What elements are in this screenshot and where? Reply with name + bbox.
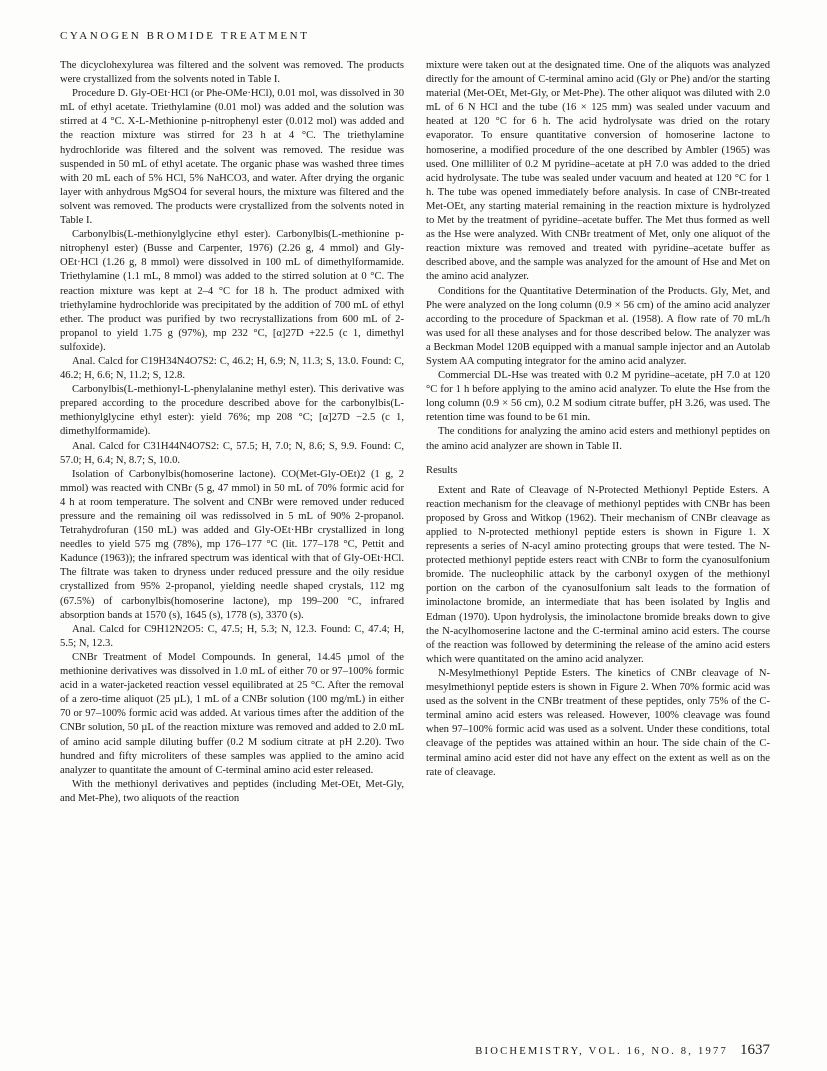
paragraph: mixture were taken out at the designated time. One of the aliquots was analyzed directly for the amount of C-terminal amino acid (Gly or Phe) and/or the starting material (Met-OEt, Met-Gly, or Met-Phe). The other aliquot was diluted with 2.0 mL of 6 N HCl and the tube (16 × 125 mm) was sealed under vacuum and heated at 120 °C for 6 h. The acid hydrolysate was dried on the rotary evaporator. To ensure quantitative conversion of homoserine lactone to homoserine, a modified procedure of the one described by Ambler (1965) was used. One milliliter of 0.2 M pyridine–acetate at pH 7.0 was added to the dried acid hydrolysate. The tube was sealed under vacuum and heated at 120 °C for 1 h. The tube was opened immediately before analysis. In case of CNBr-treated Met-OEt, any starting material remaining in the reaction mixture is hydrolyzed to Met by the treatment of pyridine–acetate buffer. The Met thus formed as well as the Hse were analyzed. With CNBr treatment of Met, only one aliquot of the reaction mixture was removed and treated with pyridine–acetate buffer as described above, and the sample was analyzed for the amount of Hse and Met on the amino acid analyzer. bbox=[426, 60, 770, 283]
paragraph: Commercial DL-Hse was treated with 0.2 M pyridine–acetate, pH 7.0 at 120 °C for 1 h before applying to the amino acid analyzer. To elute the Hse from the long column (0.9 × 56 cm), 0.2 M sodium citrate buffer, pH 3.26, was used. The retention time was found to be 61 min. bbox=[426, 370, 770, 424]
running-title: CYANOGEN BROMIDE TREATMENT bbox=[60, 30, 310, 42]
paragraph: CNBr Treatment of Model Compounds. In general, 14.45 µmol of the methionine derivatives was dissolved in 1.0 mL of either 70 or 97–100% formic acid in a water-jacketed reaction vessel equilibrated at 25 °C. After the removal of a zero-time aliquot (25 µL), 1 mL of a CNBr solution (100 mg/mL) in either 70 or 97–100% formic acid was added. At various times after the addition of the CNBr solution, 50 µL of the reaction mixture was removed and added to 2.0 mL of amino acid sample diluting buffer (0.2 M sodium citrate at pH 2.20). Two hundred and fifty microliters of these samples was applied to the amino acid analyzer to quantitate the amount of C-terminal amino acid ester released. bbox=[60, 651, 404, 776]
paragraph: With the methionyl derivatives and peptides (including Met-OEt, Met-Gly, and Met-Phe), two aliquots of the reaction bbox=[60, 778, 404, 804]
paragraph: Carbonylbis(L-methionyl-L-phenylalanine methyl ester). This derivative was prepared according to the procedure described above for the carbonylbis(L-methionylglycine ethyl ester): yield 76%; mp 208 °C; [α]27D −2.5 (c 1, dimethylformamide). bbox=[60, 384, 404, 438]
paragraph: Conditions for the Quantitative Determination of the Products. Gly, Met, and Phe were analyzed on the long column (0.9 × 56 cm) of the amino acid analyzer according to the procedure of Spackman et al. (1958). A flow rate of 70 mL/h was used for all these analyses and for those described below. The analyzer was a Beckman Model 120B equipped with a manual sample injector and an Autolab System AA computing integrator for the amino acid analyzer. bbox=[426, 285, 770, 367]
paragraph: N-Mesylmethionyl Peptide Esters. The kinetics of CNBr cleavage of N-mesylmethionyl peptide esters is shown in Figure 2. When 70% formic acid was used as the solvent in the CNBr treatment of these peptides, only 75% of the C-terminal amino acid esters was released. However, 100% cleavage was found when 97–100% formic acid was used as a solvent. Under these conditions, total cleavage of the peptides was attained within an hour. The side chain of the C-terminal amino acid ester did not have any effect on the extent as well as on the rate of cleavage. bbox=[426, 667, 770, 778]
left-column bbox=[60, 59, 404, 806]
paragraph: Anal. Calcd for C31H44N4O7S2: C, 57.5; H, 7.0; N, 8.6; S, 9.9. Found: C, 57.0; H, 6.4; N, 8.7; S, 10.0. bbox=[60, 440, 404, 466]
page-number: 1637 bbox=[740, 1042, 770, 1058]
page-footer bbox=[426, 1042, 770, 1059]
paragraph: Carbonylbis(L-methionylglycine ethyl ester). Carbonylbis(L-methionine p-nitrophenyl ester) (Busse and Carpenter, 1976) (2.26 g, 4 mmol) and Gly-OEt·HCl (1.26 g, 8 mmol) were dissolved in 100 mL of dimethylformamide. Triethylamine (1.1 mL, 8 mmol) was added to the stirred solution at 0 °C. The reaction mixture was kept at 2–4 °C for 18 h. The product admixed with triethylamine hydrochloride was precipitated by the addition of 700 mL of ethyl ether. The product was purified by two recrystallizations from 600 mL of 2-propanol to yield 1.75 g (97%), mp 232 °C, [α]27D +22.5 (c 1, dimethyl sulfoxide). bbox=[60, 229, 404, 353]
section-heading: Results bbox=[426, 464, 458, 476]
paragraph: Anal. Calcd for C19H34N4O7S2: C, 46.2; H, 6.9; N, 11.3; S, 13.0. Found: C, 46.2; H, 6.6; N, 11.2; S, 12.8. bbox=[60, 355, 404, 382]
right-column bbox=[426, 59, 770, 780]
paragraph: The dicyclohexylurea was filtered and the solvent was removed. The products were crystallized from the solvents noted in Table I. bbox=[60, 60, 404, 86]
journal-citation: BIOCHEMISTRY, VOL. 16, NO. 8, 1977 bbox=[475, 1046, 728, 1057]
paragraph: Isolation of Carbonylbis(homoserine lactone). CO(Met-Gly-OEt)2 (1 g, 2 mmol) was reacted with CNBr (5 g, 47 mmol) in 50 mL of 70% formic acid for 4 h at room temperature. The solvent and CNBr were removed under reduced pressure and the remaining oil was redissolved in 5 mL of 90% 2-propanol. Tetrahydrofuran (150 mL) was added and Gly-OEt·HBr crystallized in long needles to yield 575 mg (78%), mp 176–177 °C (lit. 177–178 °C, Pettit and Kadunce (1963)); the infrared spectrum was identical with that of Gly-OEt·HCl. The filtrate was taken to dryness under reduced pressure and the oily residue crystallized from 95% 2-propanol, yielding needle shaped crystals, 112 mg (67.5%) of carbonylbis(homoserine lactone), mp 199–200 °C, infrared absorption bands at 1570 (s), 1645 (s), 1778 (s), 3370 (s). bbox=[60, 468, 404, 621]
paragraph: Extent and Rate of Cleavage of N-Protected Methionyl Peptide Esters. A reaction mechanism for the cleavage of methionyl peptides with CNBr has been proposed by Gross and Witkop (1962). Their mechanism of CNBr cleavage as applied to N-protected methionyl peptide esters is shown in Figure 1. X represents a series of N-acyl amino protecting groups that were tested. The N-protected methionyl peptide esters react with CNBr to form the cyanosulfonium bromide. The nucleophilic attack by the carbonyl oxygen of the methionyl portion on the carbon of the cyanosulfonium salt leads to the formation of iminolactone bromide, an intermediate that has been isolated by Inglis and Edman (1970). Upon hydrolysis, the iminolactone bromide breaks down to give the N-acylhomoserine lactone and the C-terminal amino acid esters. The course of the reaction was followed by determining the release of the amino acid esters which were quantitated on the amino acid analyzer. bbox=[426, 484, 770, 665]
paragraph: Anal. Calcd for C9H12N2O5: C, 47.5; H, 5.3; N, 12.3. Found: C, 47.4; H, 5.5; N, 12.3. bbox=[60, 623, 404, 649]
paragraph: The conditions for analyzing the amino acid esters and methionyl peptides on the amino acid analyzer are shown in Table II. bbox=[426, 426, 770, 452]
paragraph: Procedure D. Gly-OEt·HCl (or Phe-OMe·HCl), 0.01 mol, was dissolved in 30 mL of ethyl acetate. Triethylamine (0.01 mol) was added and the solution was stirred at 4 °C. X-L-Methionine p-nitrophenyl ester (0.012 mol) was added and the reaction mixture was stirred for 23 h at 4 °C. The triethylamine hydrochloride was filtered and the solvent was removed. The residue was suspended in 50 mL of ethyl acetate. The organic phase was washed three times with 20 mL each of 5% HCl, 5% NaHCO3, and water. After drying the organic layer with anhydrous MgSO4 for several hours, the mixture was filtered and the solvent was removed. The products were crystallized from the solvents noted in Table I. bbox=[60, 88, 404, 227]
